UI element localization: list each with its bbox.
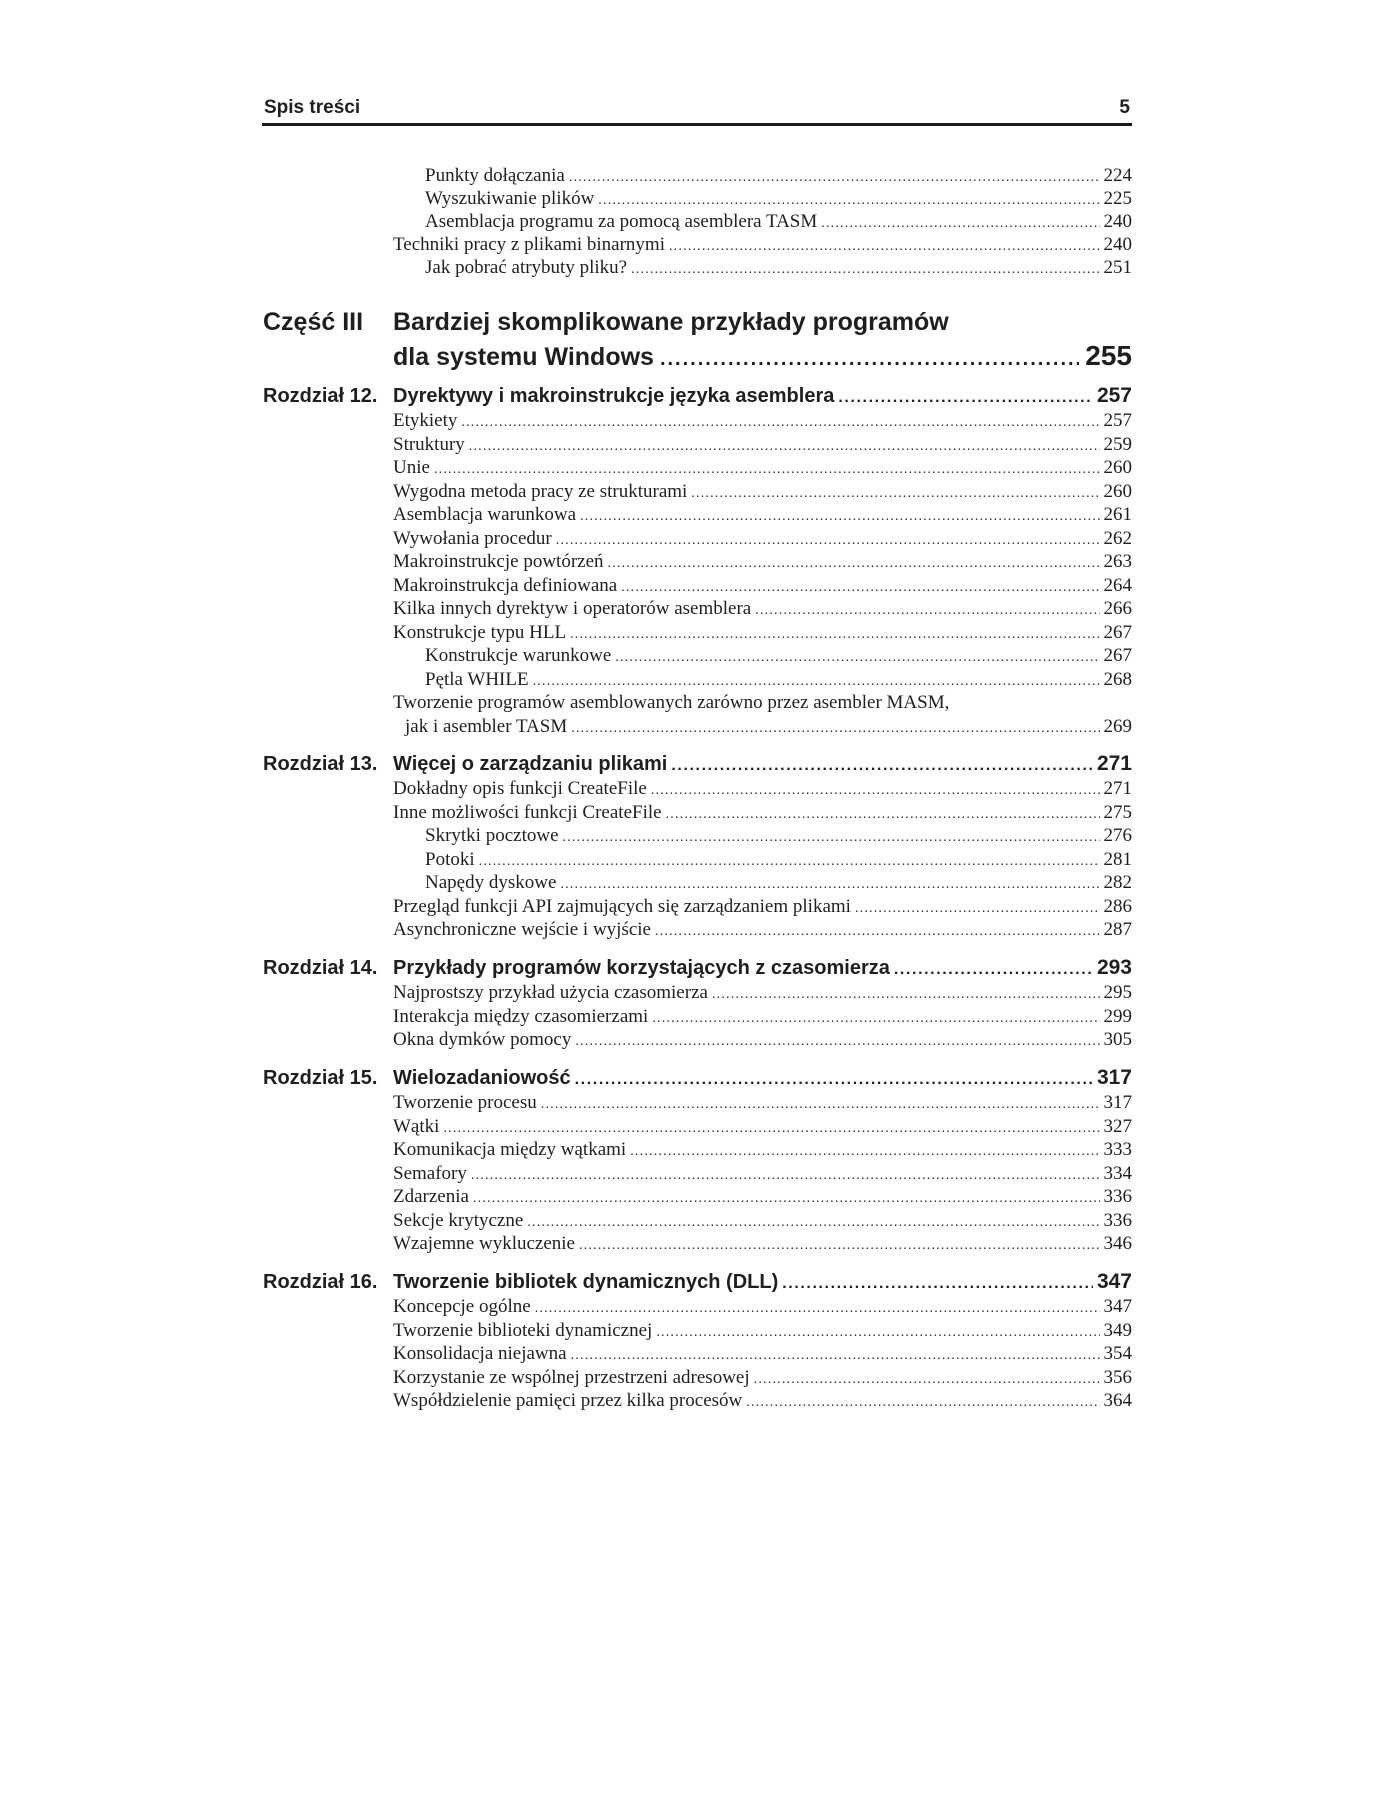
toc-entry	[0, 1138, 1400, 1162]
toc-entry-label: Konstrukcje warunkowe	[425, 645, 612, 666]
toc-entry-label: Punkty dołączania	[425, 165, 565, 186]
toc-entry	[0, 777, 1400, 801]
toc-entry	[0, 1232, 1400, 1256]
toc-entry	[0, 480, 1400, 504]
toc-entry-page: 262	[1103, 528, 1132, 549]
toc-entry-label: Semafory	[393, 1163, 467, 1184]
toc-entry-page: 263	[1103, 551, 1132, 572]
toc-entry-label: Interakcja między czasomierzami	[393, 1006, 649, 1027]
toc-entry-page: 267	[1103, 622, 1132, 643]
dot-leader	[712, 983, 1100, 1007]
toc-entry-label: Sekcje krytyczne	[393, 1210, 524, 1231]
toc-entry-page: 336	[1103, 1210, 1132, 1231]
toc-entry-page: 264	[1103, 575, 1132, 596]
toc-entry	[0, 1005, 1400, 1029]
toc-entry-label: Pętla WHILE	[425, 669, 529, 690]
dot-leader	[755, 599, 1099, 623]
toc-entry	[0, 1185, 1400, 1209]
dot-leader	[894, 956, 1093, 984]
toc-entry-label: Dokładny opis funkcji CreateFile	[393, 778, 647, 799]
dot-leader	[746, 1391, 1099, 1415]
dot-leader	[563, 826, 1100, 850]
part-label: Część III	[263, 308, 364, 336]
toc-entry-label: Asemblacja warunkowa	[393, 504, 577, 525]
part-page: 255	[1085, 340, 1132, 371]
toc-entry-page: 251	[1103, 257, 1132, 278]
chapter-title: Wielozadaniowość	[393, 1067, 571, 1089]
toc-entry	[0, 1295, 1400, 1319]
toc-entry-label: Korzystanie ze wspólnej przestrzeni adresowej	[393, 1367, 750, 1388]
chapter-title: Więcej o zarządzaniu plikami	[393, 753, 668, 775]
toc-entry-page: 299	[1103, 1006, 1132, 1027]
toc-entry-page: 364	[1103, 1390, 1132, 1411]
toc-entry	[0, 644, 1400, 668]
toc-entry	[0, 895, 1400, 919]
toc-entry	[0, 1162, 1400, 1186]
toc-entry-page: 224	[1103, 165, 1132, 186]
dot-leader	[838, 384, 1093, 412]
toc-entry	[0, 550, 1400, 574]
toc-entry	[0, 824, 1400, 848]
toc-entry-label: Okna dymków pomocy	[393, 1029, 572, 1050]
dot-leader	[579, 1234, 1100, 1258]
dot-leader	[631, 258, 1099, 282]
toc-entry	[0, 1342, 1400, 1366]
toc-entry-page: 333	[1103, 1139, 1132, 1160]
toc-entry	[0, 433, 1400, 457]
toc-entry-page: 261	[1103, 504, 1132, 525]
toc-entry	[0, 456, 1400, 480]
toc-entry-label: Etykiety	[393, 410, 458, 431]
dot-leader	[630, 1140, 1099, 1164]
toc-entry-page: 346	[1103, 1233, 1132, 1254]
toc-entry-page: 275	[1103, 802, 1132, 823]
toc-entry-page: 305	[1103, 1029, 1132, 1050]
toc-entry	[0, 409, 1400, 433]
toc-entry-label: Wątki	[393, 1116, 440, 1137]
toc-entry	[0, 210, 1400, 234]
toc-entry-page: 282	[1103, 872, 1132, 893]
toc-entry-label: Koncepcje ogólne	[393, 1296, 531, 1317]
toc-entry-label: Skrytki pocztowe	[425, 825, 559, 846]
toc-entry-page: 287	[1103, 919, 1132, 940]
toc-entry-label: jak i asembler TASM	[405, 716, 568, 737]
toc-entry-page: 336	[1103, 1186, 1132, 1207]
dot-leader	[651, 779, 1100, 803]
dot-leader	[782, 1270, 1093, 1298]
toc-entry	[0, 848, 1400, 872]
dot-leader	[671, 752, 1093, 780]
toc-entry-label: Jak pobrać atrybuty pliku?	[425, 257, 628, 278]
toc-entry-label: Wygodna metoda pracy ze strukturami	[393, 481, 688, 502]
toc-entry-label: Techniki pracy z plikami binarnymi	[393, 234, 665, 255]
toc-entry-label: Najprostszy przykład użycia czasomierza	[393, 982, 708, 1003]
toc-entry-label: Współdzielenie pamięci przez kilka procesów	[393, 1390, 743, 1411]
dot-leader	[434, 458, 1100, 482]
toc-entry	[0, 597, 1400, 621]
chapter-title: Przykłady programów korzystających z czasomierza	[393, 957, 890, 979]
toc-entry-label: Tworzenie procesu	[393, 1092, 537, 1113]
toc-entry-page: 281	[1103, 849, 1132, 870]
toc-entry-label: Struktury	[393, 434, 465, 455]
toc-entry-label: Wywołania procedur	[393, 528, 552, 549]
toc-entry-label: Asynchroniczne wejście i wyjście	[393, 919, 651, 940]
dot-leader	[575, 1030, 1099, 1054]
toc-entry-label: Zdarzenia	[393, 1186, 469, 1207]
chapter-page: 257	[1096, 384, 1132, 407]
toc-entry	[0, 256, 1400, 280]
toc-entry	[0, 527, 1400, 551]
toc-entry	[0, 981, 1400, 1005]
toc-entry-label: Przegląd funkcji API zajmujących się zarządzaniem plikami	[393, 896, 851, 917]
toc-entry-page: 271	[1103, 778, 1132, 799]
dot-leader	[608, 552, 1100, 576]
toc-entry-page: 354	[1103, 1343, 1132, 1364]
dot-leader	[580, 505, 1099, 529]
toc-entry-page: 259	[1103, 434, 1132, 455]
dot-leader	[571, 717, 1099, 741]
toc-entry-page: 225	[1103, 188, 1132, 209]
toc-entry-page: 257	[1103, 410, 1132, 431]
chapter-label: Rozdział 16.	[263, 1271, 378, 1293]
toc-entry	[0, 1389, 1400, 1413]
chapter-title: Dyrektywy i makroinstrukcje języka asemblera	[393, 385, 835, 407]
toc-entry-page: 260	[1103, 457, 1132, 478]
dot-leader	[535, 1297, 1100, 1321]
toc-entry	[0, 1115, 1400, 1139]
toc-entry-page: 267	[1103, 645, 1132, 666]
toc-entry-label: Wyszukiwanie plików	[425, 188, 595, 209]
dot-leader	[571, 1344, 1100, 1368]
toc-entry	[0, 668, 1400, 692]
toc-entry	[0, 621, 1400, 645]
chapter-label: Rozdział 14.	[263, 957, 378, 979]
chapter-label: Rozdział 12.	[263, 385, 378, 407]
chapter-heading-16	[0, 1268, 1400, 1296]
toc-entry	[0, 918, 1400, 942]
toc-entry-page: 269	[1103, 716, 1132, 737]
running-head-page-number: 5	[1119, 97, 1130, 118]
toc-entry-label: Makroinstrukcja definiowana	[393, 575, 618, 596]
chapter-label: Rozdział 15.	[263, 1067, 378, 1089]
toc-entry-page: 347	[1103, 1296, 1132, 1317]
toc-entry-label: Wzajemne wykluczenie	[393, 1233, 575, 1254]
toc-entry-label: Unie	[393, 457, 430, 478]
chapter-title: Tworzenie bibliotek dynamicznych (DLL)	[393, 1271, 779, 1293]
dot-leader	[655, 920, 1100, 944]
toc-entry	[0, 187, 1400, 211]
toc-entry-label: Asemblacja programu za pomocą asemblera TASM	[425, 211, 818, 232]
running-head-title: Spis treści	[264, 97, 361, 118]
chapter-heading-14	[0, 954, 1400, 982]
toc-entry-page: 286	[1103, 896, 1132, 917]
toc-entry-label: Makroinstrukcje powtórzeń	[393, 551, 604, 572]
dot-leader	[560, 873, 1099, 897]
toc-entry	[0, 233, 1400, 257]
chapter-page: 317	[1096, 1066, 1132, 1089]
toc-entry-label: Potoki	[425, 849, 475, 870]
toc-entry-page: 240	[1103, 234, 1132, 255]
toc-entry-page: 266	[1103, 598, 1132, 619]
toc-entry	[0, 871, 1400, 895]
dot-leader	[660, 348, 1079, 371]
toc-entry-label-line1: Tworzenie programów asemblowanych zarówno przez asembler MASM,	[393, 692, 950, 713]
toc-entry	[0, 164, 1400, 188]
toc-entry-page: 334	[1103, 1163, 1132, 1184]
toc-entry-label: Komunikacja między wątkami	[393, 1139, 627, 1160]
toc-entry	[0, 1028, 1400, 1052]
chapter-heading-15	[0, 1064, 1400, 1092]
toc-entry-page: 295	[1103, 982, 1132, 1003]
toc-entry-label: Konstrukcje typu HLL	[393, 622, 567, 643]
chapter-page: 271	[1096, 752, 1132, 775]
chapter-page: 347	[1096, 1270, 1132, 1293]
toc-entry-label: Inne możliwości funkcji CreateFile	[393, 802, 662, 823]
chapter-label: Rozdział 13.	[263, 753, 378, 775]
toc-entry-page: 327	[1103, 1116, 1132, 1137]
dot-leader	[473, 1187, 1100, 1211]
toc-entry-page: 276	[1103, 825, 1132, 846]
toc-entry-label: Kilka innych dyrektyw i operatorów asemblera	[393, 598, 752, 619]
toc-entry	[0, 1319, 1400, 1343]
dot-leader	[461, 411, 1099, 435]
toc-entry	[0, 1209, 1400, 1233]
toc-entry-page: 260	[1103, 481, 1132, 502]
toc-entry	[0, 1091, 1400, 1115]
chapter-heading-13	[0, 750, 1400, 778]
dot-leader	[541, 1093, 1100, 1117]
toc-entry	[0, 801, 1400, 825]
part-title-line1: Bardziej skomplikowane przykłady programów	[393, 308, 949, 336]
part-title-line2: dla systemu Windows	[393, 343, 654, 371]
toc-entry-page: 240	[1103, 211, 1132, 232]
toc-entry-page: 349	[1103, 1320, 1132, 1341]
dot-leader	[575, 1066, 1093, 1094]
toc-entry	[0, 503, 1400, 527]
toc-entry-page: 356	[1103, 1367, 1132, 1388]
toc-entry-label: Napędy dyskowe	[425, 872, 557, 893]
chapter-page: 293	[1096, 956, 1132, 979]
toc-entry-page: 268	[1103, 669, 1132, 690]
running-head	[262, 97, 1132, 126]
toc-entry	[0, 574, 1400, 598]
toc-entry-label: Konsolidacja niejawna	[393, 1343, 567, 1364]
chapter-heading-12	[0, 382, 1400, 410]
dot-leader	[615, 646, 1099, 670]
toc-entry	[0, 715, 1400, 739]
toc-entry-label: Tworzenie biblioteki dynamicznej	[393, 1320, 653, 1341]
toc-entry	[0, 1366, 1400, 1390]
toc-entry-page: 317	[1103, 1092, 1132, 1113]
